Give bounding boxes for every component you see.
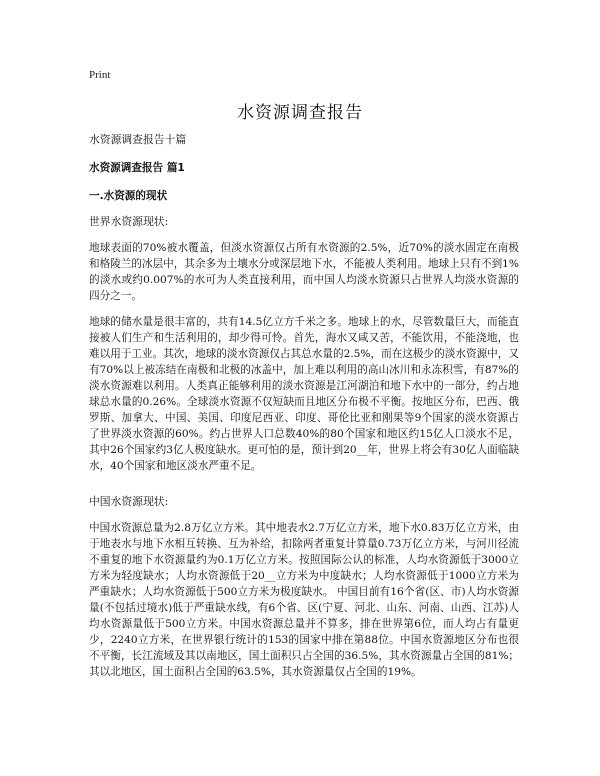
china-heading: 中国水资源现状:	[89, 495, 169, 508]
document-title: 水资源调查报告	[237, 103, 363, 123]
document-subtitle: 水资源调查报告十篇	[89, 133, 187, 146]
section-title: 一.水资源的现状	[89, 190, 168, 202]
paragraph-water-storage: 地球的储水量是很丰富的，共有14.5亿立方千米之多。地球上的水，尽管数量巨大，而能直接被人们生产和生活利用的，却少得可怜。首先，海水又咸又苦，不能饮用，不能浇地，也难以用于工业。其次，地球的淡水资源仅占其总水量的2.5%，而在这极少的淡水资源中，又有70%以上被冻结在南极和北极的冰盖中，加上难以利用的高山冰川和永冻积雪，有87%的淡水资源难以利用。人类真正能够利用的淡水资源是江河湖泊和地下水中的一部分，约占地球总水量的0.26%。全球淡水资源不仅短缺而且地区分布极不平衡。按地区分布，巴西、俄罗斯、加拿大、中国、美国、印度尼西亚、印度、哥伦比亚和刚果等9个国家的淡水资源占了世界淡水资源的60%。约占世界人口总数40%的80个国家和地区约15亿人口淡水不足，其中26个国家约3亿人极度缺水。更可怕的是，预计到20__年，世界上将会有30亿人面临缺水，40个国家和地区淡水严重不足。	[89, 316, 519, 472]
paragraph-world-water: 地球表面的70%被水覆盖，但淡水资源仅占所有水资源的2.5%，近70%的淡水固定在南极和格陵兰的冰层中，其余多为土壤水分或深层地下水，不能被人类利用。地球上只有不到1%的淡水或约0.007%的水可为人类直接利用，而中国人均淡水资源只占世界人均淡水资源的四分之一。	[89, 242, 519, 302]
print-label[interactable]: Print	[89, 69, 111, 81]
paragraph-china-water: 中国水资源总量为2.8万亿立方米。其中地表水2.7万亿立方米，地下水0.83万亿立方米，由于地表水与地下水相互转换、互为补给，扣除两者重复计算量0.73万亿立方米，与河川径流不重复的地下水资源量约为0.1万亿立方米。按照国际公认的标准，人均水资源低于3000立方米为轻度缺水；人均水资源低于20__立方米为中度缺水；人均水资源低于1000立方米为严重缺水；人均水资源低于500立方米为极度缺水。 中国目前有16个省(区、市)人均水资源量(不包括过境水)低于严重缺水线，有6个省、区(宁夏、河北、山东、河南、山西、江苏)人均水资源量低于500立方米。中国水资源总量并不算多，排在世界第6位，而人均占有量更少，2240立方米，在世界银行统计的153的国家中排在第88位。中国水资源地区分布也很不平衡，长江流域及其以南地区，国土面积只占全国的36.5%，其水资源量占全国的81%；其以北地区，国土面积占全国的63.5%，其水资源量仅占全国的19%。	[89, 522, 519, 678]
world-heading: 世界水资源现状:	[89, 215, 169, 228]
part-title: 水资源调查报告 篇1	[89, 162, 185, 174]
